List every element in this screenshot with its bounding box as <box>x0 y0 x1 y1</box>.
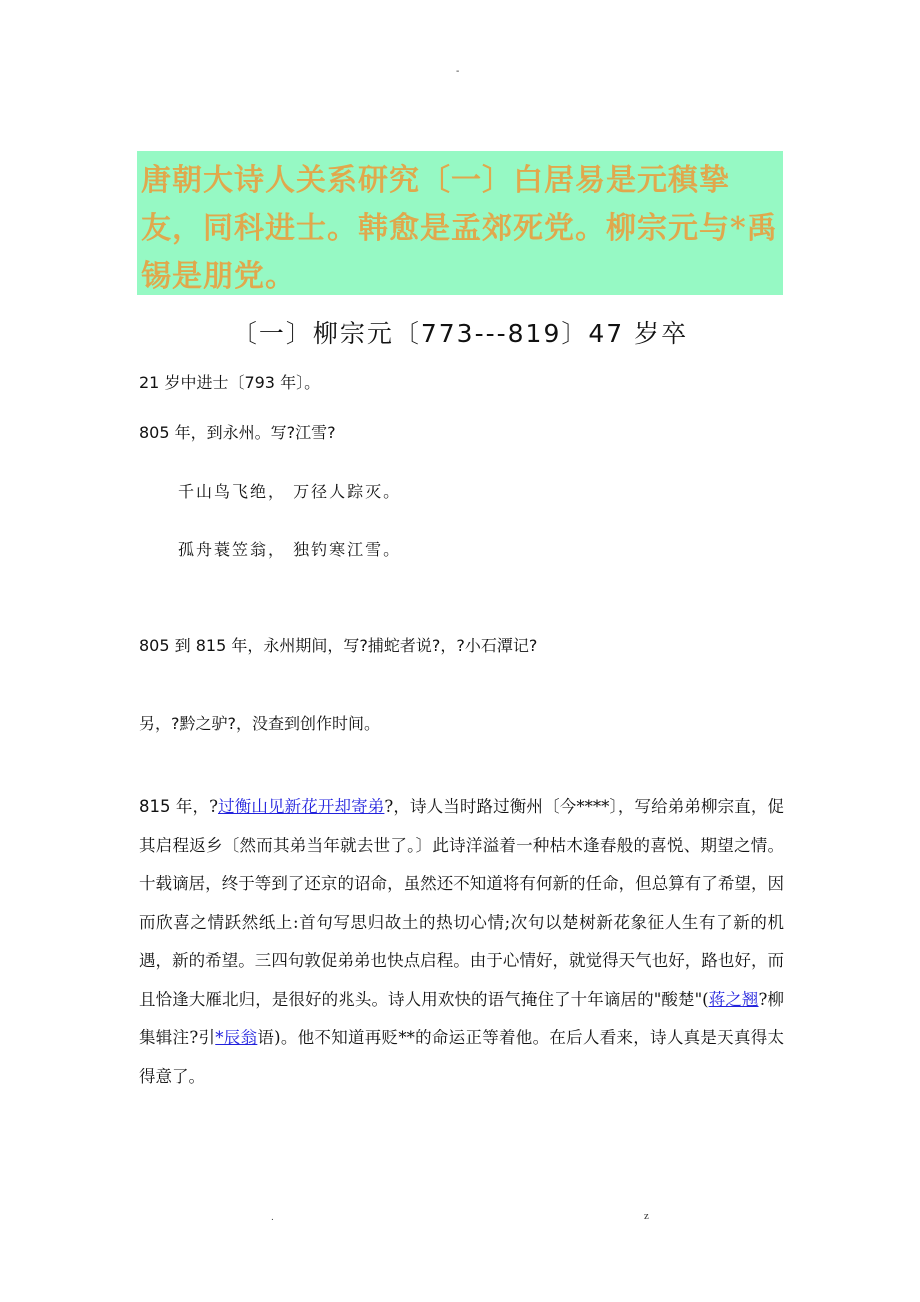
body-text-segment: ?柳集辑注?引 <box>139 989 784 1047</box>
body-year: 815 <box>139 797 171 816</box>
body-text-segment: 语)。他不知道再贬**的命运正等着他。在后人看来，诗人真是天真得太得意了。 <box>139 1028 785 1086</box>
body-text-segment: ?，诗人当时路过衡州〔今****〕，写给弟弟柳宗直，促其启程返乡〔然而其弟当年就去世了。〕此诗洋溢着一种枯木逢春般的喜悦、期望之情。十载谪居，终于等到了还京的诏命，虽然还不知道将有何新的任命，但总算有了希望，因而欣喜之情跃然纸上:首句写思归故土的热切心情;次句以楚树新花象征人生有了新的机遇，新的希望。三四句敦促弟弟也快点启程。由于心情好，就觉得天气也好，路也好，而且恰逢大雁北归，是很好的兆头。诗人用欢快的语气掩住了十年谪居的"酸楚"( <box>139 797 784 1009</box>
poem-line-1: 千山鸟飞绝， 万径人踪灭。 <box>178 482 402 501</box>
document-title: 唐朝大诗人关系研究〔一〕白居易是元稹挚友，同科进士。韩愈是孟郊死党。柳宗元与*禹锡是朋党。 <box>141 163 778 294</box>
paragraph-jinshi: 21 岁中进士〔793 年〕。 <box>139 373 321 392</box>
paragraph-yongzhou: 805 年，到永州。写?江雪? <box>139 423 336 442</box>
footer-mark-right: z <box>644 1210 649 1222</box>
title-banner <box>137 151 783 295</box>
paragraph-works: 805 到 815 年，永州期间，写?捕蛇者说?，?小石潭记? <box>139 636 538 655</box>
poem-title-link[interactable]: 过衡山见新花开却寄弟 <box>217 797 385 816</box>
author-link-jiang-zhiqiao[interactable]: 蒋之翘 <box>708 989 759 1009</box>
body-text-segment: 年，? <box>170 797 218 816</box>
footer-mark-left: . <box>271 1212 274 1223</box>
poem-line-2: 孤舟蓑笠翁， 独钓寒江雪。 <box>178 540 402 559</box>
author-link-chenweng[interactable]: *辰翁 <box>215 1028 258 1047</box>
section-heading: 〔一〕柳宗元〔773---819〕47 岁卒 <box>231 319 689 348</box>
header-mark: - <box>456 66 460 77</box>
paragraph-qianzhilv: 另，?黔之驴?，没查到创作时间。 <box>139 714 380 733</box>
paragraph-815 <box>139 788 784 1096</box>
